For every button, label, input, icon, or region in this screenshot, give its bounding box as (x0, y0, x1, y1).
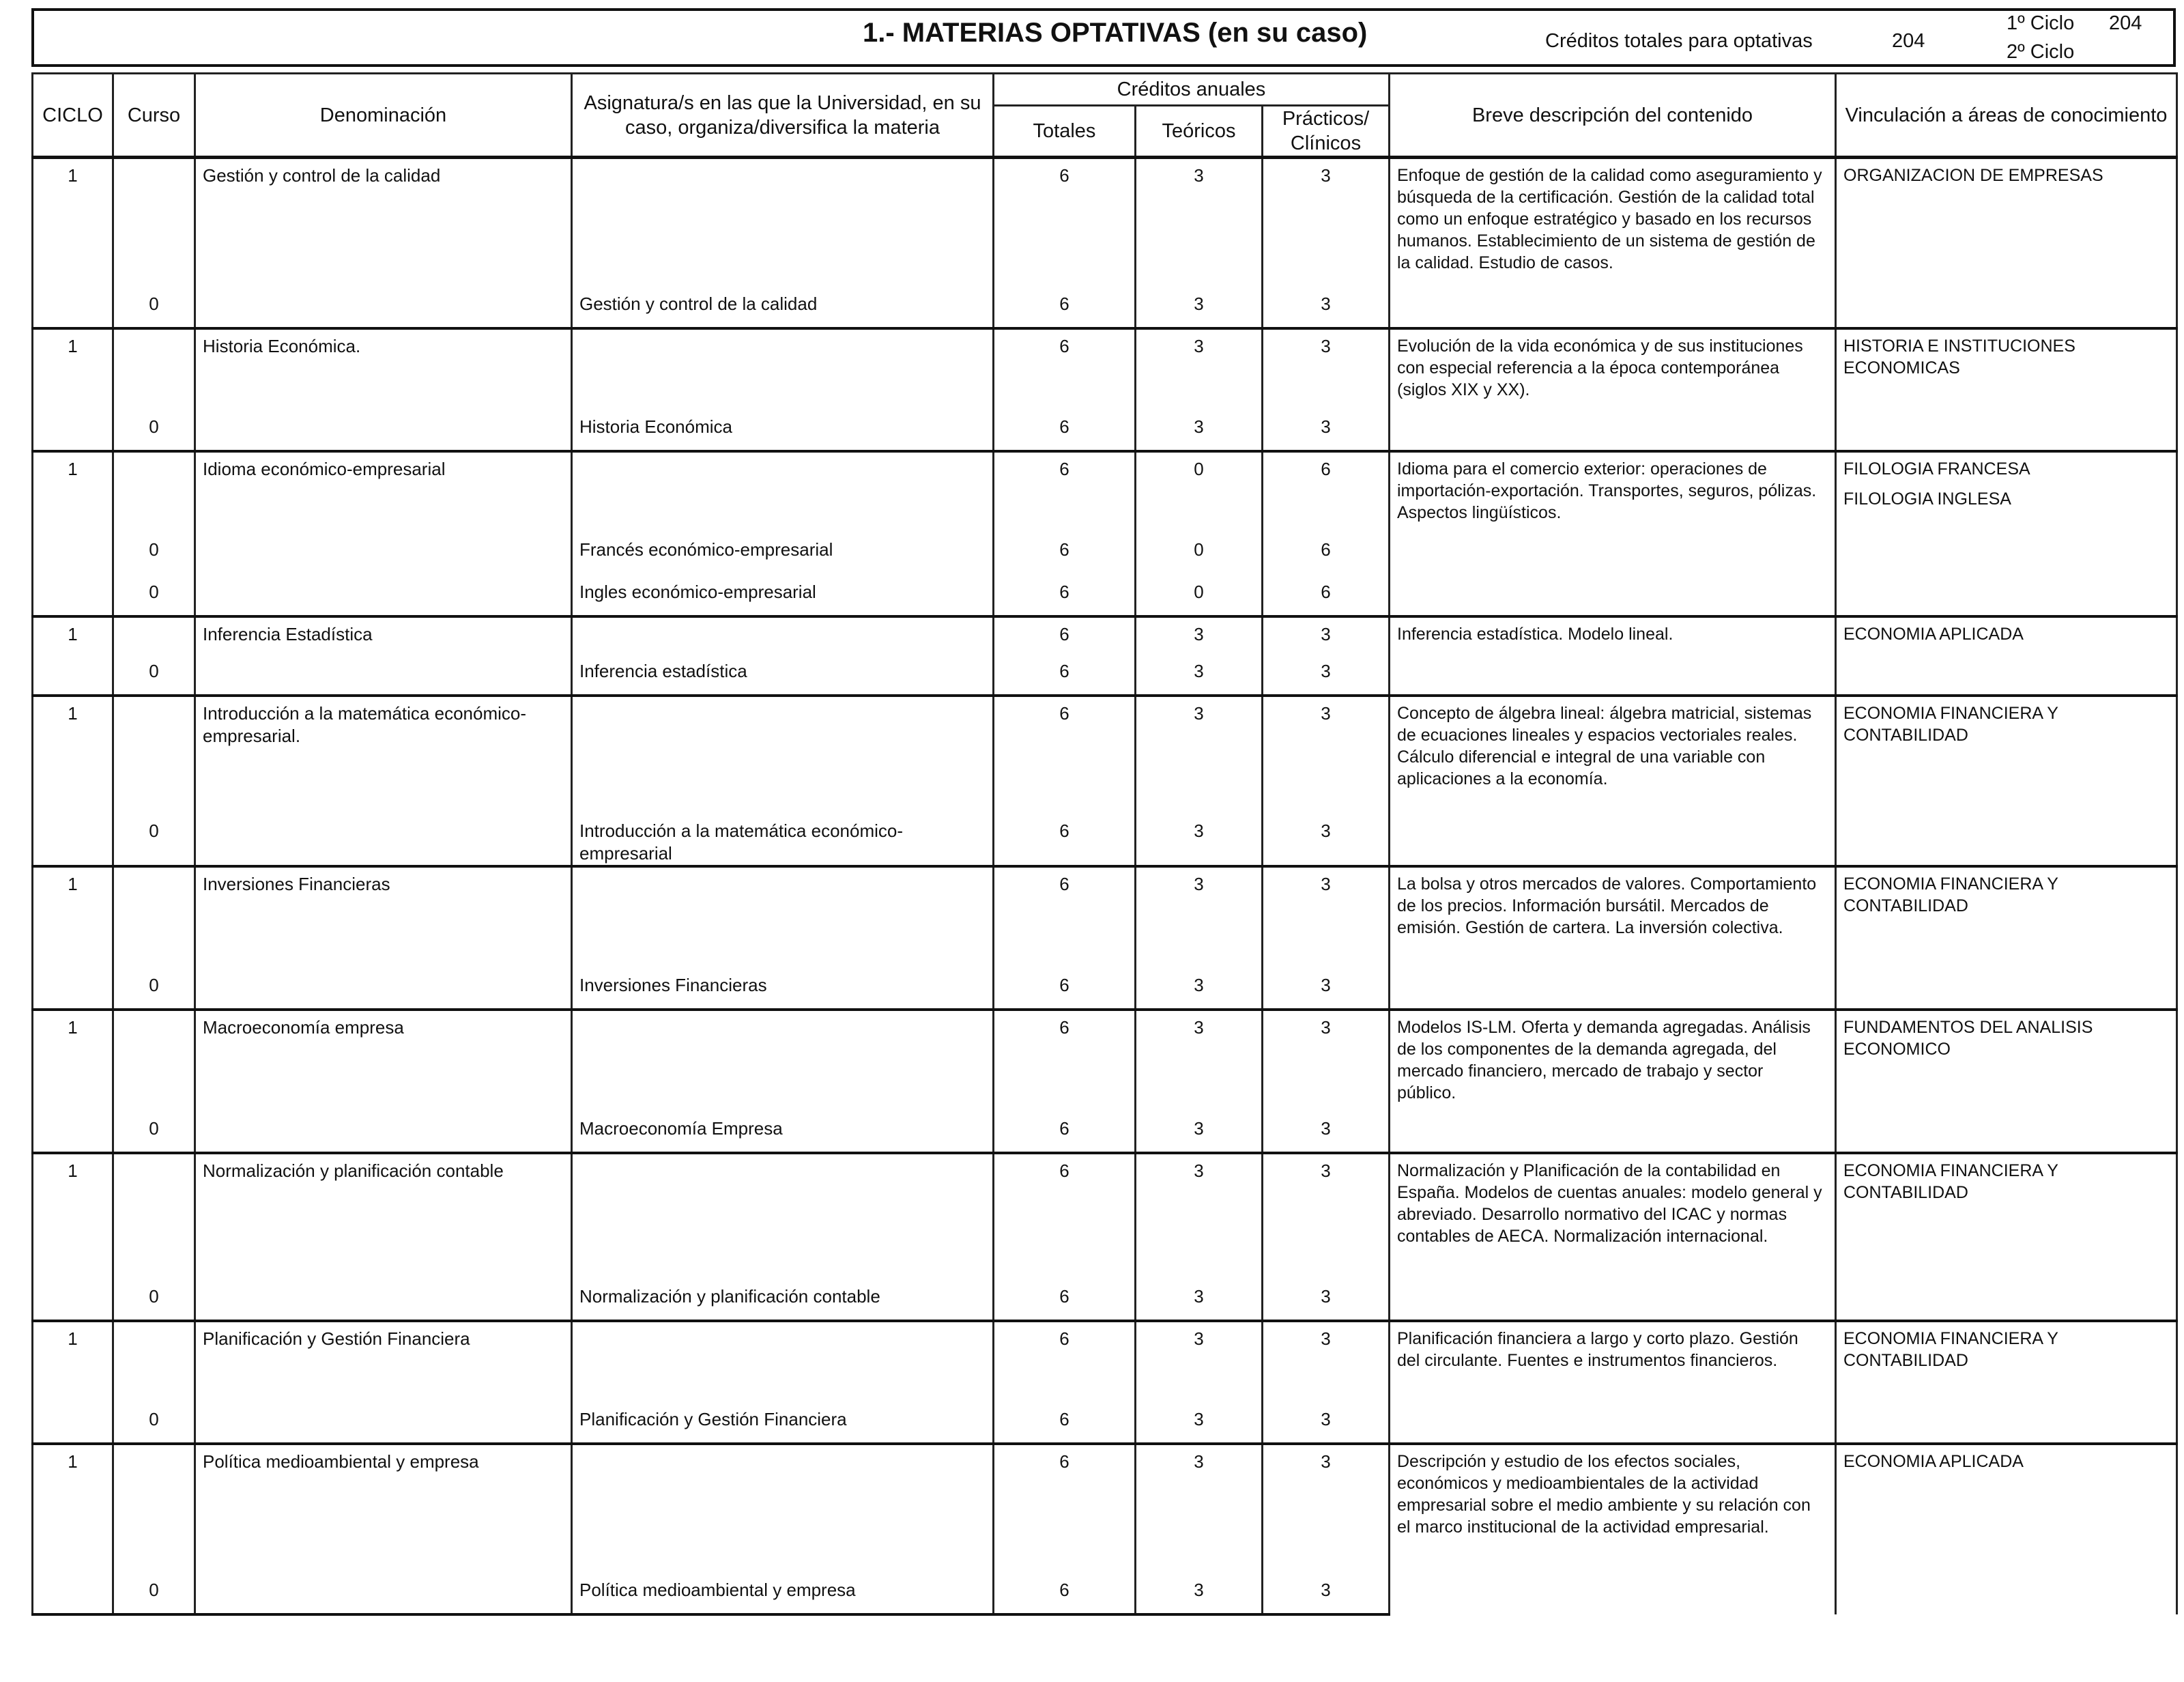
vinculacion-cell (1836, 158, 2177, 328)
practicos-cell: 3 (1263, 409, 1390, 451)
curso-cell: 0 (113, 1279, 195, 1321)
area-name: ECONOMIA FINANCIERA Y CONTABILIDAD (1843, 874, 2058, 915)
curso-cell: 0 (113, 1572, 195, 1614)
descripcion-cell: Normalización y Planificación de la contabilidad en España. Modelos de cuentas anuales: modelo general y abreviado. Desarrollo normativo del ICAC y normas contables de AECA. Normalización internacional. (1390, 1153, 1836, 1321)
totales-cell: 6 (994, 409, 1136, 451)
descripcion-cell: Idioma para el comercio exterior: operaciones de importación-exportación. Transportes, seguros, pólizas. Aspectos lingüísticos. (1390, 451, 1836, 616)
total-credits-label: Créditos totales para optativas (1545, 30, 1813, 52)
materia-row (33, 1444, 2177, 1572)
title-bar (31, 8, 2176, 67)
ciclo2-label: 2º Ciclo (2007, 41, 2075, 63)
ciclo-cell (33, 1572, 113, 1614)
ciclo-cell (33, 1401, 113, 1444)
asignatura-cell (572, 1321, 994, 1401)
col-creditos-anuales: Créditos anuales (994, 74, 1390, 106)
practicos-cell: 3 (1263, 1444, 1390, 1572)
teoricos-cell: 3 (1136, 1321, 1263, 1401)
practicos-cell: 3 (1263, 1279, 1390, 1321)
ciclo-cell: 1 (33, 696, 113, 813)
curso-cell (113, 158, 195, 286)
totales-cell: 6 (994, 328, 1136, 409)
curso-cell: 0 (113, 1111, 195, 1153)
totales-cell: 6 (994, 1401, 1136, 1444)
materia-row (33, 451, 2177, 532)
document-sheet (31, 8, 2176, 1674)
practicos-cell: 6 (1263, 451, 1390, 532)
ciclo-cell (33, 1279, 113, 1321)
denominacion-cell (195, 532, 572, 574)
curso-cell (113, 1153, 195, 1279)
teoricos-cell: 3 (1136, 616, 1263, 653)
ciclo-cell: 1 (33, 1444, 113, 1572)
denominacion-cell (195, 409, 572, 451)
descripcion-cell: Planificación financiera a largo y corto plazo. Gestión del circulante. Fuentes e instrumentos financieros. (1390, 1321, 1836, 1444)
totales-cell: 6 (994, 967, 1136, 1010)
totales-cell: 6 (994, 451, 1136, 532)
teoricos-cell: 3 (1136, 1444, 1263, 1572)
asignatura-cell: Normalización y planificación contable (572, 1279, 994, 1321)
asignatura-cell: Gestión y control de la calidad (572, 286, 994, 328)
teoricos-cell: 3 (1136, 409, 1263, 451)
practicos-cell: 3 (1263, 616, 1390, 653)
ciclo-cell (33, 409, 113, 451)
descripcion-cell: Modelos IS-LM. Oferta y demanda agregadas. Análisis de los componentes de la demanda agregada, del mercado financiero, mercado de trabajo y sector público. (1390, 1010, 1836, 1153)
teoricos-cell: 0 (1136, 532, 1263, 574)
denominacion-cell: Idioma económico-empresarial (195, 451, 572, 532)
ciclo-cell: 1 (33, 1321, 113, 1401)
materia-row (33, 696, 2177, 813)
practicos-cell: 3 (1263, 1010, 1390, 1111)
ciclo-cell (33, 532, 113, 574)
asignatura-cell (572, 1010, 994, 1111)
teoricos-cell: 3 (1136, 1111, 1263, 1153)
asignatura-cell: Ingles económico-empresarial (572, 574, 994, 616)
ciclo-cell (33, 653, 113, 696)
vinculacion-cell (1836, 696, 2177, 866)
asignatura-cell (572, 866, 994, 967)
curso-cell: 0 (113, 532, 195, 574)
vinculacion-cell (1836, 616, 2177, 696)
col-vinculacion: Vinculación a áreas de conocimiento (1836, 74, 2177, 158)
practicos-cell: 3 (1263, 1321, 1390, 1401)
denominacion-cell (195, 1279, 572, 1321)
practicos-cell: 6 (1263, 574, 1390, 616)
col-practicos: Prácticos/ Clínicos (1263, 106, 1390, 158)
teoricos-cell: 0 (1136, 574, 1263, 616)
totales-cell: 6 (994, 866, 1136, 967)
col-totales: Totales (994, 106, 1136, 158)
asignatura-cell: Historia Económica (572, 409, 994, 451)
totales-cell: 6 (994, 1444, 1136, 1572)
vinculacion-cell (1836, 1321, 2177, 1444)
practicos-cell: 3 (1263, 1111, 1390, 1153)
asignatura-cell: Planificación y Gestión Financiera (572, 1401, 994, 1444)
materia-row (33, 1321, 2177, 1401)
curso-cell (113, 696, 195, 813)
area-name: ECONOMIA FINANCIERA Y CONTABILIDAD (1843, 703, 2058, 745)
descripcion-cell: Descripción y estudio de los efectos sociales, económicos y medioambientales de la actividad empresarial sobre el medio ambiente y su relación con el marco institucional de la actividad empresarial. (1390, 1444, 1836, 1614)
ciclo-cell (33, 967, 113, 1010)
materias-table (31, 72, 2178, 1616)
teoricos-cell: 3 (1136, 1153, 1263, 1279)
vinculacion-cell (1836, 1010, 2177, 1153)
ciclo-cell: 1 (33, 328, 113, 409)
asignatura-cell: Política medioambiental y empresa (572, 1572, 994, 1614)
asignatura-cell (572, 1153, 994, 1279)
denominacion-cell (195, 1111, 572, 1153)
practicos-cell: 3 (1263, 1401, 1390, 1444)
area-name: ECONOMIA APLICADA (1843, 1451, 2024, 1471)
asignatura-cell (572, 328, 994, 409)
denominacion-cell (195, 286, 572, 328)
teoricos-cell: 3 (1136, 967, 1263, 1010)
vinculacion-cell (1836, 1153, 2177, 1321)
practicos-cell: 3 (1263, 653, 1390, 696)
totales-cell: 6 (994, 1153, 1136, 1279)
materia-row (33, 158, 2177, 286)
ciclo-cell: 1 (33, 866, 113, 967)
ciclo-cell (33, 813, 113, 866)
descripcion-cell: Inferencia estadística. Modelo lineal. (1390, 616, 1836, 696)
curso-cell (113, 1444, 195, 1572)
curso-cell: 0 (113, 286, 195, 328)
curso-cell (113, 451, 195, 532)
col-descripcion: Breve descripción del contenido (1390, 74, 1836, 158)
descripcion-cell: Evolución de la vida económica y de sus instituciones con especial referencia a la época contemporánea (siglos XIX y XX). (1390, 328, 1836, 451)
denominacion-cell: Planificación y Gestión Financiera (195, 1321, 572, 1401)
area-name: ECONOMIA FINANCIERA Y CONTABILIDAD (1843, 1160, 2058, 1202)
asignatura-cell: Francés económico-empresarial (572, 532, 994, 574)
denominacion-cell: Introducción a la matemática económico-empresarial. (195, 696, 572, 813)
practicos-cell: 3 (1263, 286, 1390, 328)
totales-cell: 6 (994, 532, 1136, 574)
area-name-secondary: FILOLOGIA INGLESA (1843, 489, 2011, 509)
materias-body (33, 158, 2177, 1614)
asignatura-cell (572, 1444, 994, 1572)
asignatura-cell (572, 158, 994, 286)
denominacion-cell (195, 653, 572, 696)
totales-cell: 6 (994, 574, 1136, 616)
practicos-cell: 3 (1263, 813, 1390, 866)
practicos-cell: 3 (1263, 1572, 1390, 1614)
asignatura-cell (572, 696, 994, 813)
ciclo1-label: 1º Ciclo (2007, 12, 2075, 34)
totales-cell: 6 (994, 286, 1136, 328)
teoricos-cell: 3 (1136, 328, 1263, 409)
area-name: HISTORIA E INSTITUCIONES ECONOMICAS (1843, 336, 2075, 377)
page-title: 1.- MATERIAS OPTATIVAS (en su caso) (863, 18, 1368, 48)
totales-cell: 6 (994, 1010, 1136, 1111)
curso-cell: 0 (113, 409, 195, 451)
col-curso: Curso (113, 74, 195, 158)
descripcion-cell: Enfoque de gestión de la calidad como aseguramiento y búsqueda de la certificación. Gestión de la calidad total como un enfoque estratégico y basado en los recursos humanos. Establecimiento de un sistema de gestión de la calidad. Estudio de casos. (1390, 158, 1836, 328)
ciclo-cell: 1 (33, 616, 113, 653)
materia-row (33, 1153, 2177, 1279)
denominacion-cell: Política medioambiental y empresa (195, 1444, 572, 1572)
denominacion-cell: Inversiones Financieras (195, 866, 572, 967)
materia-row (33, 328, 2177, 409)
curso-cell (113, 616, 195, 653)
vinculacion-cell (1836, 866, 2177, 1010)
teoricos-cell: 3 (1136, 1279, 1263, 1321)
teoricos-cell: 3 (1136, 653, 1263, 696)
total-credits-value: 204 (1892, 30, 1925, 52)
practicos-cell: 3 (1263, 158, 1390, 286)
denominacion-cell: Gestión y control de la calidad (195, 158, 572, 286)
asignatura-cell: Introducción a la matemática económico-empresarial (572, 813, 994, 866)
teoricos-cell: 3 (1136, 1401, 1263, 1444)
curso-cell (113, 866, 195, 967)
area-name: ECONOMIA FINANCIERA Y CONTABILIDAD (1843, 1328, 2058, 1370)
materia-row (33, 1010, 2177, 1111)
materia-row (33, 616, 2177, 653)
denominacion-cell (195, 813, 572, 866)
denominacion-cell (195, 1572, 572, 1614)
ciclo1-value: 204 (2109, 12, 2142, 34)
curso-cell (113, 1010, 195, 1111)
practicos-cell: 3 (1263, 696, 1390, 813)
teoricos-cell: 3 (1136, 866, 1263, 967)
ciclo-cell: 1 (33, 158, 113, 286)
ciclo-cell: 1 (33, 1010, 113, 1111)
totales-cell: 6 (994, 653, 1136, 696)
descripcion-cell: Concepto de álgebra lineal: álgebra matricial, sistemas de ecuaciones lineales y espacios vectoriales reales. Cálculo diferencial e integral de una variable con aplicaciones a la economía. (1390, 696, 1836, 866)
area-name: ORGANIZACION DE EMPRESAS (1843, 166, 2103, 185)
teoricos-cell: 3 (1136, 1010, 1263, 1111)
totales-cell: 6 (994, 1321, 1136, 1401)
totales-cell: 6 (994, 1279, 1136, 1321)
denominacion-cell: Normalización y planificación contable (195, 1153, 572, 1279)
asignatura-cell: Inferencia estadística (572, 653, 994, 696)
teoricos-cell: 3 (1136, 696, 1263, 813)
totales-cell: 6 (994, 616, 1136, 653)
asignatura-cell (572, 616, 994, 653)
practicos-cell: 3 (1263, 1153, 1390, 1279)
curso-cell (113, 328, 195, 409)
denominacion-cell: Macroeconomía empresa (195, 1010, 572, 1111)
teoricos-cell: 3 (1136, 1572, 1263, 1614)
denominacion-cell: Historia Económica. (195, 328, 572, 409)
practicos-cell: 3 (1263, 866, 1390, 967)
ciclo-cell: 1 (33, 451, 113, 532)
vinculacion-cell (1836, 328, 2177, 451)
totales-cell: 6 (994, 696, 1136, 813)
curso-cell (113, 1321, 195, 1401)
practicos-cell: 3 (1263, 328, 1390, 409)
area-name: FILOLOGIA FRANCESA (1843, 459, 2030, 479)
asignatura-cell (572, 451, 994, 532)
teoricos-cell: 3 (1136, 158, 1263, 286)
descripcion-cell: La bolsa y otros mercados de valores. Comportamiento de los precios. Información bursátil. Mercados de emisión. Gestión de cartera. La inversión colectiva. (1390, 866, 1836, 1010)
totales-cell: 6 (994, 158, 1136, 286)
col-teoricos: Teóricos (1136, 106, 1263, 158)
curso-cell: 0 (113, 653, 195, 696)
area-name: FUNDAMENTOS DEL ANALISIS ECONOMICO (1843, 1017, 2093, 1059)
practicos-cell: 6 (1263, 532, 1390, 574)
ciclo-cell (33, 1111, 113, 1153)
asignatura-cell: Macroeconomía Empresa (572, 1111, 994, 1153)
ciclo-cell (33, 286, 113, 328)
curso-cell: 0 (113, 967, 195, 1010)
practicos-cell: 3 (1263, 967, 1390, 1010)
vinculacion-cell (1836, 451, 2177, 616)
denominacion-cell (195, 1401, 572, 1444)
col-asignaturas: Asignatura/s en las que la Universidad, en su caso, organiza/diversifica la materia (572, 74, 994, 158)
materia-row (33, 866, 2177, 967)
col-ciclo: CICLO (33, 74, 113, 158)
col-denominacion: Denominación (195, 74, 572, 158)
area-name: ECONOMIA APLICADA (1843, 624, 2024, 644)
teoricos-cell: 3 (1136, 286, 1263, 328)
denominacion-cell (195, 967, 572, 1010)
denominacion-cell: Inferencia Estadística (195, 616, 572, 653)
denominacion-cell (195, 574, 572, 616)
totales-cell: 6 (994, 1111, 1136, 1153)
vinculacion-cell (1836, 1444, 2177, 1614)
ciclo-cell (33, 574, 113, 616)
ciclo-cell: 1 (33, 1153, 113, 1279)
totales-cell: 6 (994, 813, 1136, 866)
totales-cell: 6 (994, 1572, 1136, 1614)
teoricos-cell: 3 (1136, 813, 1263, 866)
curso-cell: 0 (113, 1401, 195, 1444)
teoricos-cell: 0 (1136, 451, 1263, 532)
curso-cell: 0 (113, 574, 195, 616)
curso-cell: 0 (113, 813, 195, 866)
asignatura-cell: Inversiones Financieras (572, 967, 994, 1010)
